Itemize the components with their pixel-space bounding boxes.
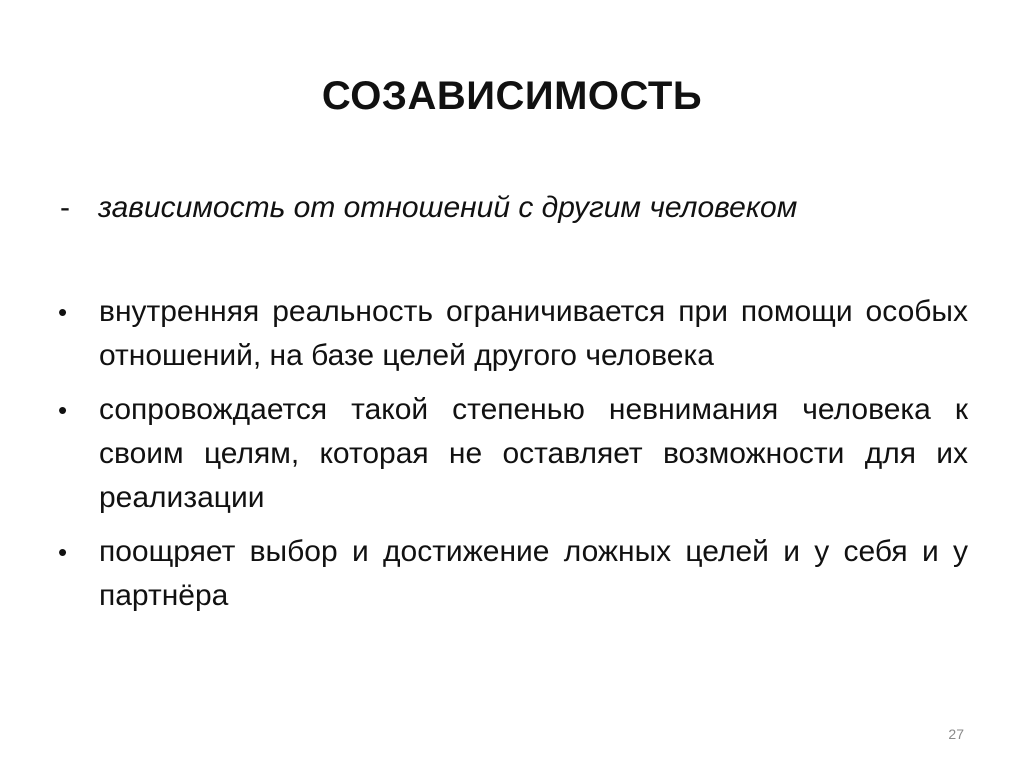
bullet-icon: • [58,537,68,567]
page-number: 27 [948,726,964,742]
bullet-text: внутренняя реальность ограничивается при помощи особых отношений, на базе целей другого человека [99,295,968,372]
list-item [58,290,968,378]
definition-text: зависимость от отношений с другим человеком [98,191,798,224]
bullet-text: поощряет выбор и достижение ложных целей и у себя и у партнёра [99,535,968,612]
list-item [58,388,968,520]
slide-title: СОЗАВИСИМОСТЬ [321,74,703,118]
definition-dash: - [60,191,70,224]
bullet-icon: • [58,395,68,425]
bullet-icon: • [58,297,68,327]
list-item [58,530,968,618]
definition-line [60,188,970,228]
bullet-list [58,290,968,628]
bullet-text: сопровождается такой степенью невнимания человека к своим целям, которая не оставляет возможности для их реализации [99,393,968,514]
